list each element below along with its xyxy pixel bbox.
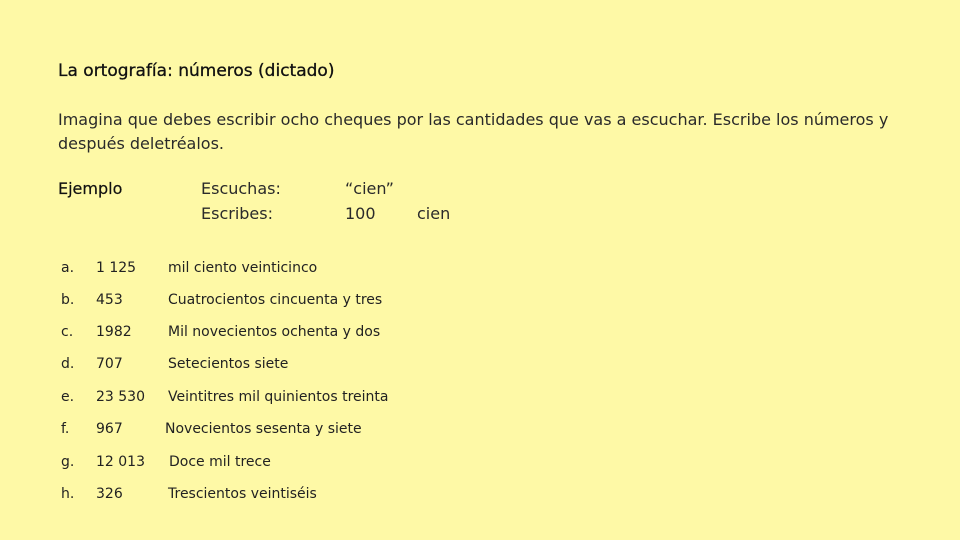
item-number: 967 [96, 421, 123, 437]
item-letter: f. [61, 421, 70, 437]
item-number: 23 530 [96, 389, 145, 405]
item-letter: c. [61, 324, 74, 340]
item-letter: b. [61, 292, 75, 308]
instructions-text: Imagina que debes escribir ocho cheques por las cantidades que vas a escuchar. Escribe los números y después deletréalos. [58, 110, 889, 153]
item-words: mil ciento veinticinco [168, 260, 318, 276]
item-number: 1982 [96, 324, 132, 340]
item-number: 1 125 [96, 260, 137, 276]
item-words: Veintitres mil quinientos treinta [168, 389, 389, 405]
item-words: Cuatrocientos cincuenta y tres [168, 292, 383, 308]
example-hear-label: Escuchas: [201, 179, 281, 198]
example-write-words: cien [417, 204, 451, 223]
example-write-number: 100 [345, 204, 376, 223]
item-number: 326 [96, 486, 123, 502]
page-title: La ortografía: números (dictado) [58, 61, 335, 81]
item-number: 12 013 [96, 454, 145, 470]
item-words: Doce mil trece [169, 454, 271, 470]
item-letter: a. [61, 260, 75, 276]
item-number: 707 [96, 356, 123, 372]
item-letter: d. [61, 356, 75, 372]
item-words: Trescientos veintiséis [168, 486, 317, 502]
example-hear-value: “cien” [345, 179, 394, 198]
item-words: Mil novecientos ochenta y dos [168, 324, 381, 340]
item-letter: g. [61, 454, 75, 470]
item-words: Setecientos siete [168, 356, 289, 372]
item-words: Novecientos sesenta y siete [165, 421, 362, 437]
example-write-label: Escribes: [201, 204, 273, 223]
item-letter: e. [61, 389, 75, 405]
example-label: Ejemplo [58, 179, 123, 198]
item-number: 453 [96, 292, 123, 308]
item-letter: h. [61, 486, 75, 502]
